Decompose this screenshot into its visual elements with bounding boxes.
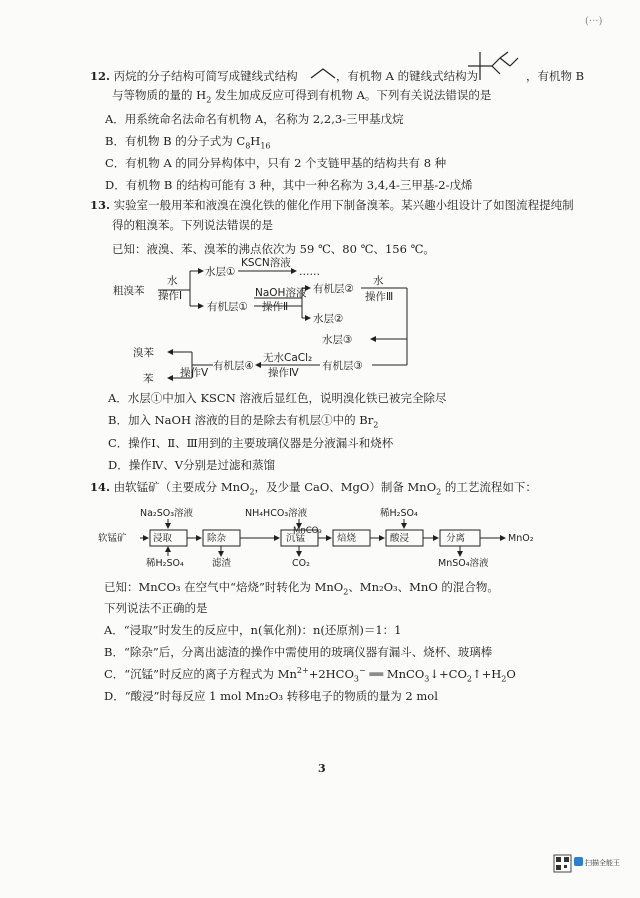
proc-mnco3: MnCO₃ [293, 526, 322, 536]
proc-dilute-h2so4-a: 稀H₂SO₄ [146, 558, 184, 569]
q13-option-a: A．水层①中加入 KSCN 溶液后显红色，说明溴化铁已被完全除尽 [108, 391, 447, 405]
flow-benzene: 苯 [143, 373, 154, 385]
flow-water-layer1: 水层① [205, 266, 236, 278]
q13-stem-line1: 13. 实验室一般用苯和液溴在溴化铁的催化作用下制备溴苯。某兴趣小组设计了如图流程提纯制 [90, 198, 574, 212]
q14-option-c: C．“沉锰”时反应的离子方程式为 $Mn^{2+}+2HCO_3^-$ ══ $MnCO_3↓+CO_2↑+H_2O$ [104, 666, 516, 684]
q13-option-d: D．操作Ⅳ、Ⅴ分别是过滤和蒸馏 [108, 458, 276, 472]
flow-op5: 操作Ⅴ [180, 367, 209, 379]
proc-ore: 软锰矿 [98, 533, 127, 544]
flow-naoh: NaOH溶液 [255, 287, 307, 299]
proc-precip: 沉锰 [286, 533, 306, 544]
q14-known: 已知：MnCO₃ 在空气中“焙烧”时转化为 MnO$_2$、Mn₂O₃、MnO 的混合物。 [104, 580, 499, 597]
proc-co2: CO₂ [292, 558, 310, 569]
proc-leaching: 浸取 [153, 533, 173, 544]
q12-option-d: D．有机物 B 的结构可能有 3 种，其中一种名称为 3,4,4-三甲基-2-戊烯 [105, 178, 473, 192]
scanner-watermark-icon [553, 853, 623, 875]
q14-option-d: D．“酸浸”时每反应 1 mol Mn₂O₃ 转移电子的物质的量为 2 mol [104, 689, 438, 703]
q12-stem-line2: 与等物质的量的 $H_2$ 发生加成反应可得到有机物 A。下列有关说法错误的是 [112, 88, 492, 105]
proc-roast: 焙烧 [337, 533, 357, 544]
q14-option-b: B．“除杂”后，分离出滤渣的操作中需使用的玻璃仪器有漏斗、烧杯、玻璃棒 [104, 645, 493, 659]
q12-option-a: A．用系统命名法命名有机物 A，名称为 2,2,3-三甲基戊烷 [105, 112, 404, 126]
flow-crude-bromobenzene: 粗溴苯 [113, 285, 145, 297]
proc-separate: 分离 [446, 533, 466, 544]
flow-label-water: 水 [167, 275, 178, 287]
flow-bromobenzene: 溴苯 [133, 347, 154, 359]
q13-stem-line2: 得的粗溴苯。下列说法错误的是 [112, 218, 273, 232]
q14-option-a: A．“浸取”时发生的反应中，n(氧化剂)：n(还原剂)＝1：1 [104, 623, 402, 637]
proc-mnso4: MnSO₄溶液 [438, 558, 489, 569]
flow-kscn: KSCN溶液 [241, 257, 291, 269]
page-number: 3 [318, 762, 326, 775]
proc-product: MnO₂ [508, 533, 534, 544]
proc-acidleach: 酸浸 [390, 533, 410, 544]
q14-stem: 14. 由软锰矿（主要成分 MnO$_2$，及少量 CaO、MgO）制备 MnO$_2$ 的工艺流程如下： [90, 480, 537, 497]
flow-organic-layer3: 有机层③ [322, 360, 363, 372]
flow-organic-layer1: 有机层① [207, 301, 248, 313]
proc-remove: 除杂 [207, 533, 227, 544]
q13-option-b: B．加入 NaOH 溶液的目的是除去有机层①中的 $Br_2$ [108, 413, 379, 430]
flow-op4: 操作Ⅳ [268, 367, 299, 379]
q12-stem-part3: ，有机物 B [526, 69, 585, 83]
proc-residue: 滤渣 [212, 558, 232, 569]
flow-op1: 操作Ⅰ [158, 290, 183, 302]
q13-option-c: C．操作Ⅰ、Ⅱ、Ⅲ用到的主要玻璃仪器是分液漏斗和烧杯 [108, 436, 394, 450]
flow-op3: 操作Ⅲ [365, 291, 394, 303]
flow-op2: 操作Ⅱ [262, 301, 289, 313]
flow-water2: 水 [373, 275, 384, 287]
flow-ellipsis: …… [299, 266, 320, 278]
q14-question: 下列说法不正确的是 [104, 601, 208, 615]
flow-organic-layer2: 有机层② [313, 283, 354, 295]
proc-nh4hco3: NH₄HCO₃溶液 [245, 508, 308, 519]
q13-known: 已知：液溴、苯、溴苯的沸点依次为 59 ℃、80 ℃、156 ℃。 [112, 242, 435, 256]
flow-cacl2: 无水CaCl₂ [263, 352, 313, 364]
proc-dilute-h2so4-b: 稀H₂SO₄ [380, 508, 418, 519]
q12-stem-part1: 12. 丙烷的分子结构可简写成键线式结构 [90, 69, 298, 83]
flow-water-layer2: 水层② [313, 313, 344, 325]
q12-option-b: B．有机物 B 的分子式为 $C_8H_{16}$ [105, 134, 271, 151]
page-corner-mark: (···) [585, 16, 603, 27]
q12-option-c: C．有机物 A 的同分异构体中，只有 2 个支链甲基的结构共有 8 种 [105, 156, 447, 170]
svg-text:扫描全能王: 扫描全能王 [585, 859, 620, 867]
flow-organic-layer4: 有机层④ [213, 360, 254, 372]
proc-na2so3: Na₂SO₃溶液 [140, 508, 194, 519]
flow-water-layer3: 水层③ [322, 334, 353, 346]
q12-stem-part2: ，有机物 A 的键线式结构为 [336, 69, 479, 83]
